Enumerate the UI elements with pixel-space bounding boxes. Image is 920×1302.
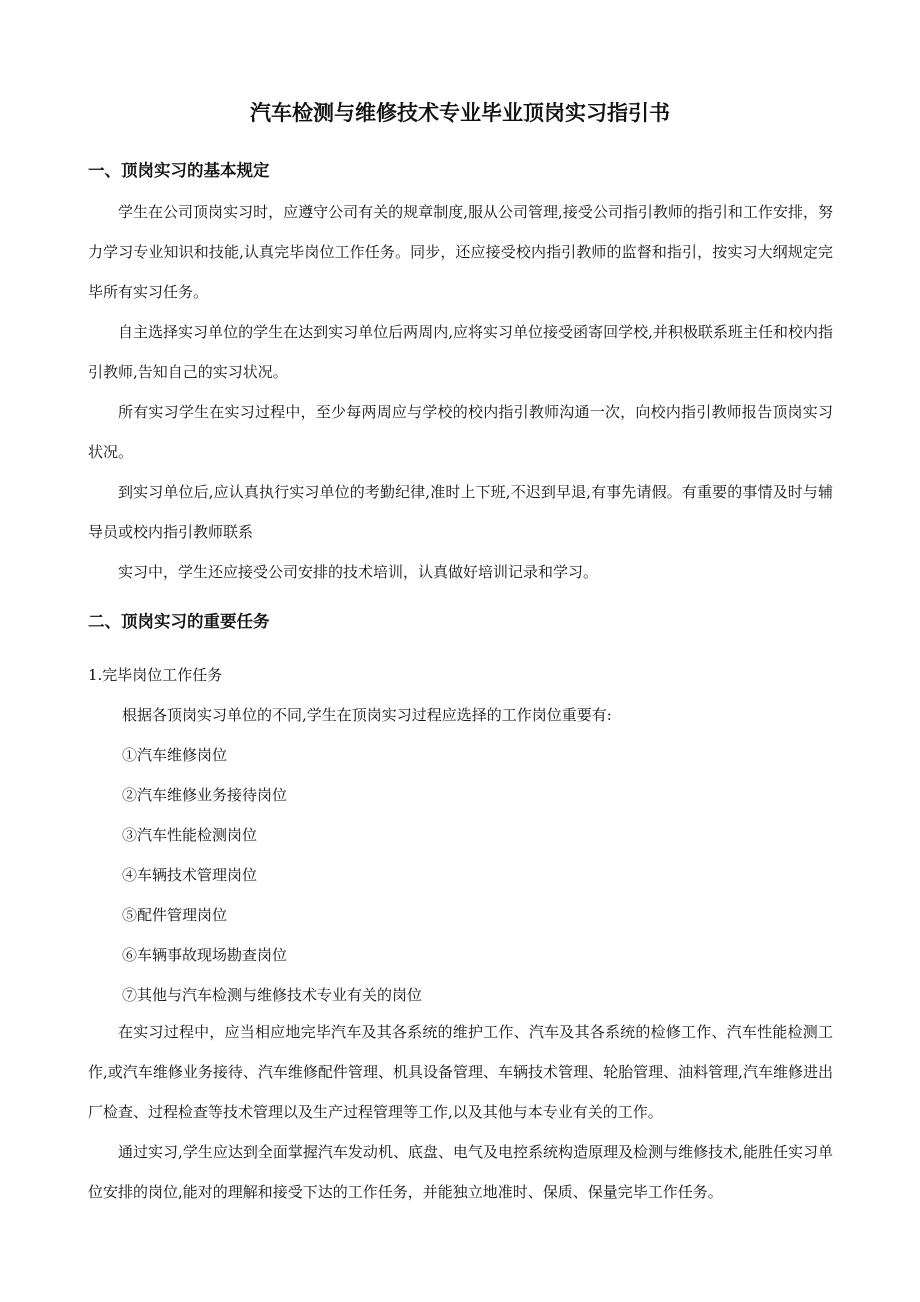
list-item: ④车辆技术管理岗位 bbox=[122, 866, 258, 884]
intro-text: 根据各顶岗实习单位的不同,学生在顶岗实习过程应选择的工作岗位重要有: bbox=[122, 706, 612, 724]
list-item: ⑥车辆事故现场勘查岗位 bbox=[122, 946, 288, 964]
paragraph: 通过实习,学生应达到全面掌握汽车发动机、底盘、电气及电控系统构造原理及检测与维修技术,能胜任实习单位安排的岗位,能对的理解和接受下达的工作任务，并能独立地准时、保质、保量完毕工作任务。 bbox=[88, 1143, 833, 1201]
paragraph: 自主选择实习单位的学生在达到实习单位后两周内,应将实习单位接受函寄回学校,并积极联系班主任和校内指引教师,告知自己的实习状况。 bbox=[88, 323, 833, 381]
list-item: ②汽车维修业务接待岗位 bbox=[122, 786, 288, 804]
paragraph: 到实习单位后,应认真执行实习单位的考勤纪律,准时上下班,不迟到早退,有事先请假。有重要的事情及时与辅导员或校内指引教师联系 bbox=[88, 483, 833, 541]
subheading: 1.完毕岗位工作任务 bbox=[88, 666, 223, 684]
section-heading-main-tasks: 二、顶岗实习的重要任务 bbox=[88, 612, 270, 631]
paragraph: 实习中，学生还应接受公司安排的技术培训，认真做好培训记录和学习。 bbox=[118, 563, 599, 581]
list-item: ③汽车性能检测岗位 bbox=[122, 826, 258, 844]
paragraph: 学生在公司顶岗实习时，应遵守公司有关的规章制度,服从公司管理,接受公司指引教师的指引和工作安排，努力学习专业知识和技能,认真完毕岗位工作任务。同步，还应接受校内指引教师的监督和指引，按实习大纲规定完毕所有实习任务。 bbox=[88, 203, 833, 301]
section-heading-basic-rules: 一、顶岗实习的基本规定 bbox=[88, 161, 270, 180]
paragraph: 所有实习学生在实习过程中，至少每两周应与学校的校内指引教师沟通一次，向校内指引教师报告顶岗实习状况。 bbox=[88, 403, 833, 461]
document-title: 汽车检测与维修技术专业毕业顶岗实习指引书 bbox=[250, 101, 670, 125]
list-item: ⑦其他与汽车检测与维修技术专业有关的岗位 bbox=[122, 986, 423, 1004]
list-item: ⑤配件管理岗位 bbox=[122, 906, 228, 924]
list-item: ①汽车维修岗位 bbox=[122, 746, 228, 764]
paragraph: 在实习过程中，应当相应地完毕汽车及其各系统的维护工作、汽车及其各系统的检修工作、汽车性能检测工作,或汽车维修业务接待、汽车维修配件管理、机具设备管理、车辆技术管理、轮胎管理、油料管理,汽车维修进出厂检查、过程检查等技术管理以及生产过程管理等工作,以及其他与本专业有关的工作。 bbox=[88, 1023, 833, 1121]
